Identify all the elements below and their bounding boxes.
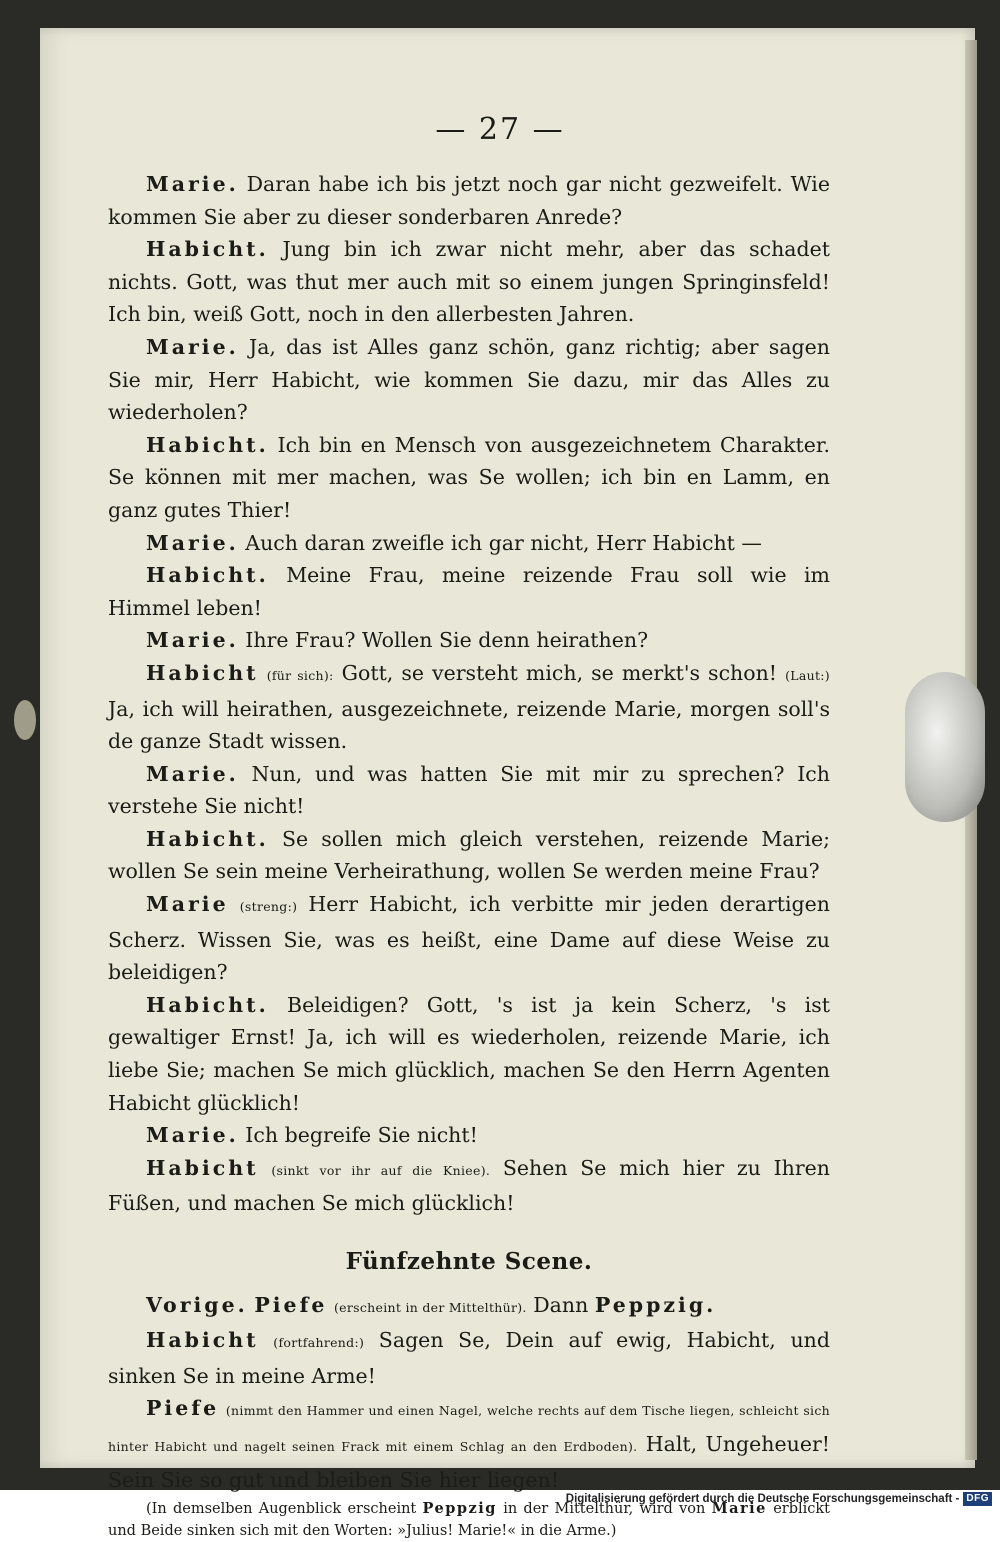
speaker-name: Marie. bbox=[146, 628, 239, 653]
speaker-name: Marie bbox=[146, 892, 229, 917]
dialogue-line bbox=[108, 527, 830, 560]
speech-text: Meine Frau, meine reizende Frau soll wie im Himmel leben! bbox=[108, 563, 830, 620]
speech-text: Ich begreife Sie nicht! bbox=[245, 1123, 478, 1148]
stage-direction: (fortfahrend:) bbox=[273, 1335, 365, 1351]
binding-stain bbox=[14, 700, 36, 740]
page-text bbox=[108, 168, 830, 1542]
scene-heading: Fünfzehnte Scene. bbox=[345, 1248, 593, 1275]
speaker-name: Habicht. bbox=[146, 432, 269, 457]
speaker-name: Marie. bbox=[146, 761, 239, 786]
dialogue-line bbox=[108, 1152, 830, 1220]
speaker-name: Habicht bbox=[146, 1155, 259, 1180]
dialogue-line bbox=[108, 168, 830, 233]
dialogue-line bbox=[108, 1324, 830, 1392]
speech-text: Ihre Frau? Wollen Sie denn heirathen? bbox=[245, 628, 649, 653]
speech-text: Herr Habicht, ich verbitte mir jeden derartigen Scherz. Wissen Sie, was es heißt, eine Dame auf diese Weise zu beleidigen? bbox=[108, 892, 830, 985]
dialogue-line bbox=[108, 624, 830, 657]
page-tab bbox=[905, 672, 985, 822]
stage-direction: (nimmt den Hammer und einen Nagel, welche rechts auf dem Tische liegen, schleicht sich hinter Habicht und nagelt seinen Frack mit einem Schlag an den Erdboden). bbox=[108, 1403, 830, 1454]
speaker-name: Marie. bbox=[146, 334, 239, 359]
speaker-name: Habicht bbox=[146, 660, 259, 685]
speaker-name: Habicht. bbox=[146, 992, 269, 1017]
speech-text: Ja, ich will heirathen, ausgezeichnete, reizende Marie, morgen soll's de ganze Stadt wissen. bbox=[108, 696, 830, 754]
dialogue-line bbox=[108, 331, 830, 429]
dialogue-line bbox=[108, 888, 830, 989]
speaker-name: Habicht. bbox=[146, 563, 269, 588]
stage-direction: (für sich): bbox=[266, 667, 334, 683]
stage-direction: (sinkt vor ihr auf die Kniee). bbox=[271, 1162, 491, 1178]
cast-vorige: Vorige. bbox=[146, 1292, 248, 1317]
dialogue-line bbox=[108, 429, 830, 527]
direction-name: Marie bbox=[711, 1500, 767, 1518]
dialogue-line bbox=[108, 1119, 830, 1152]
speech-text: Halt, Ungeheuer! Sein Sie so gut und bleiben Sie hier liegen! bbox=[108, 1431, 830, 1492]
page-number: — 27 — bbox=[435, 112, 565, 147]
speech-text: Nun, und was hatten Sie mit mir zu sprechen? Ich verstehe Sie nicht! bbox=[108, 761, 830, 819]
speech-text: Gott, se versteht mich, se merkt's schon! bbox=[341, 660, 778, 685]
dialogue-line bbox=[108, 233, 830, 331]
speaker-name: Marie. bbox=[146, 172, 239, 196]
stage-direction: (erscheint in der Mittelthür). bbox=[333, 1299, 527, 1315]
dialogue-line bbox=[108, 989, 830, 1119]
scene-cast bbox=[108, 1289, 830, 1325]
speaker-name: Habicht. bbox=[146, 826, 269, 851]
speech-text: Sehen Se mich hier zu Ihren Füßen, und machen Se mich glücklich! bbox=[108, 1155, 830, 1216]
speech-text: Sagen Se, Dein auf ewig, Habicht, und sinken Se in meine Arme! bbox=[108, 1328, 830, 1388]
dialogue-line bbox=[108, 657, 830, 758]
cast-piefe: Piefe bbox=[254, 1292, 328, 1317]
speech-text: Se sollen mich gleich verstehen, reizende Marie; wollen Se sein meine Verheirathung, wollen Se werden meine Frau? bbox=[108, 826, 830, 884]
speaker-name: Habicht bbox=[146, 1328, 259, 1353]
dfg-logo: DFG bbox=[963, 1492, 992, 1506]
direction-text: (In demselben Augenblick erscheint bbox=[146, 1501, 417, 1518]
dialogue-line bbox=[108, 758, 830, 823]
speaker-name: Marie. bbox=[146, 530, 239, 555]
dialogue-line bbox=[108, 823, 830, 888]
dialogue-line bbox=[108, 1392, 830, 1496]
direction-text: erblickt und Beide sinken sich mit den Worten: »Julius! Marie!« in die Arme.) bbox=[108, 1501, 830, 1540]
footer bbox=[0, 1490, 992, 1508]
speech-text: Ja, das ist Alles ganz schön, ganz richtig; aber sagen Sie mir, Herr Habicht, wie kommen Sie dazu, mir das Alles zu wiederholen? bbox=[108, 334, 830, 425]
dialogue-line bbox=[108, 559, 830, 624]
stage-direction: (Laut:) bbox=[785, 667, 830, 683]
speech-text: Jung bin ich zwar nicht mehr, aber das schadet nichts. Gott, was thut mer auch mit so einem jungen Springinsfeld! Ich bin, weiß Gott, noch in den allerbesten Jahren. bbox=[108, 237, 830, 327]
speaker-name: Marie. bbox=[146, 1123, 239, 1148]
speaker-name: Piefe bbox=[146, 1396, 220, 1421]
speech-text: Daran habe ich bis jetzt noch gar nicht gezweifelt. Wie kommen Sie aber zu dieser sonderbaren Anrede? bbox=[108, 172, 830, 229]
direction-name: Peppzig bbox=[422, 1500, 497, 1518]
speech-text: Ich bin en Mensch von ausgezeichnetem Charakter. Se können mit mer machen, was Se wollen; ich bin en Lamm, en ganz gutes Thier! bbox=[108, 432, 830, 522]
cast-peppzig: Peppzig. bbox=[594, 1292, 717, 1317]
speech-text: Auch daran zweifle ich gar nicht, Herr Habicht — bbox=[245, 530, 762, 555]
speech-text: Beleidigen? Gott, 's ist ja kein Scherz, 's ist gewaltiger Ernst! Ja, ich will es wiederholen, reizende Marie, ich liebe Sie; machen Se mich glücklich, machen Se den Herrn Agenten Habicht glücklich! bbox=[108, 992, 830, 1115]
cast-then: Dann bbox=[533, 1292, 589, 1317]
direction-text: in der Mittelthür, wird von bbox=[503, 1501, 706, 1518]
speaker-name: Habicht. bbox=[146, 237, 269, 262]
stage-direction: (streng:) bbox=[239, 899, 298, 915]
footer-text: Digitalisierung gefördert durch die Deutsche Forschungsgemeinschaft - bbox=[565, 1493, 960, 1505]
